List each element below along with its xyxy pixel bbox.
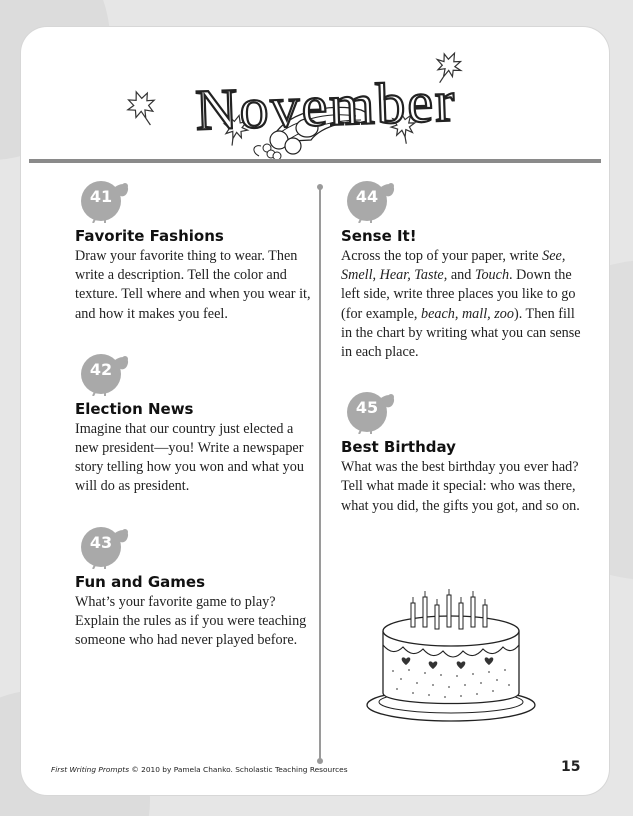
maple-leaf-icon	[123, 87, 162, 130]
prompt-title: Favorite Fashions	[75, 227, 224, 245]
prompt-body: Draw your favorite thing to wear. Then write a description. Tell the color and texture. Tell where and when you wear it, and how it makes you feel.	[75, 248, 311, 322]
prompt-body: What was the best birthday you ever had? Tell what made it special: who was there, what you did, the gifts you got, and so on.	[341, 459, 580, 514]
prompt-43	[75, 521, 315, 651]
page-title	[161, 67, 491, 147]
prompt-body: Imagine that our country just elected a new president—you! Write a newspaper story telling how you won and what you will do as president.	[75, 420, 304, 495]
prompt-number: 43	[89, 532, 113, 552]
prompt-body-emphasis: See, Smell, Hear, Taste,	[341, 248, 566, 284]
prompt-badge	[341, 175, 405, 223]
page-number: 15	[561, 759, 581, 775]
right-column	[341, 175, 581, 540]
footer-credit	[51, 765, 348, 774]
prompt-title: Sense It!	[341, 227, 417, 245]
prompt-41	[75, 175, 315, 324]
page-title-text: November	[194, 68, 458, 143]
prompt-title: Election News	[75, 399, 194, 418]
prompt-body-text: Across the top of your paper, write	[341, 248, 543, 264]
prompt-body	[341, 247, 581, 362]
prompt-body-text: and	[447, 267, 475, 284]
footer-book-title: First Writing Prompts	[51, 765, 130, 774]
prompt-42	[75, 348, 315, 497]
prompt-body: What’s your favorite game to play? Explain the rules as if you were teaching someone who had never played before.	[75, 593, 307, 649]
prompt-body-text: . Down the left side, write three places you like to go (for example,	[341, 267, 576, 322]
prompt-badge	[75, 348, 139, 396]
prompt-45	[341, 386, 581, 516]
column-divider	[319, 187, 321, 761]
prompt-number: 42	[89, 359, 113, 379]
prompt-title: Fun and Games	[75, 572, 206, 591]
prompt-badge	[75, 521, 139, 569]
prompt-body-emphasis: Touch	[474, 267, 510, 284]
prompt-body-emphasis: beach, mall, zoo	[420, 305, 514, 322]
footer-copyright: © 2010 by Pamela Chanko. Scholastic Teaching Resources	[129, 765, 348, 774]
prompt-badge	[75, 175, 139, 223]
prompt-badge	[341, 386, 405, 434]
worksheet-page	[21, 27, 609, 795]
prompt-number: 45	[355, 398, 379, 418]
prompt-number: 41	[89, 187, 113, 206]
prompt-title: Best Birthday	[341, 438, 456, 457]
left-column	[75, 175, 315, 674]
prompt-number: 44	[355, 187, 379, 206]
header-divider	[29, 159, 601, 163]
prompt-44	[341, 175, 581, 362]
prompt-body-text: ). Then fill in the chart by writing what you can sense in each place.	[341, 305, 581, 361]
birthday-cake-icon	[361, 575, 541, 727]
